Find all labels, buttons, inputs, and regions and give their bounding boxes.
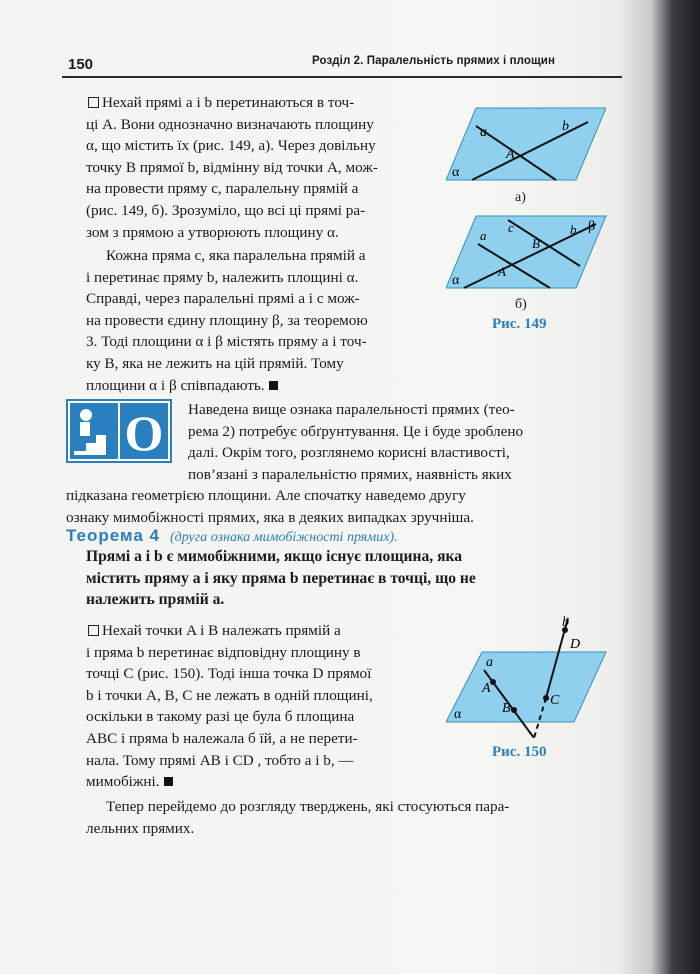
figure-149a	[446, 104, 606, 184]
text-line: Кожна пряма c, яка паралельна прямій a	[106, 247, 366, 264]
text-line: площини α і β співпадають.	[86, 376, 265, 394]
text-line: далі. Окрім того, розглянемо корисні властивості,	[188, 444, 510, 462]
theorem-note: (друга ознака мимобіжності прямих).	[169, 530, 398, 545]
point-C	[543, 695, 549, 701]
label-b: b	[570, 222, 577, 237]
proof-paragraph-2	[86, 245, 368, 396]
text-line: і пряма b перетинає відповідну площину в	[86, 643, 361, 661]
text-line: на провести пряму c, паралельну прямій a	[86, 180, 359, 198]
text-line: пов’язані з паралельністю прямих, наявність яких	[188, 465, 512, 483]
label-A: A	[498, 264, 506, 279]
text-line: оскільки в такому разі це була б площина	[86, 708, 355, 726]
plane-alpha	[446, 108, 606, 180]
note-paragraph	[188, 399, 523, 485]
text-line: Справді, через паралельні прямі a і c мож-	[86, 290, 360, 308]
label-D: D	[570, 637, 581, 652]
plane-alpha-beta	[446, 216, 606, 288]
text-line: Прямі a і b є мимобіжними, якщо існує площина, яка	[86, 548, 463, 565]
text-line: лельних прямих.	[86, 819, 195, 837]
label-alpha: α	[452, 165, 460, 180]
closing-paragraph	[86, 796, 509, 839]
text-line: Нехай прямі a і b перетинаються в точ-	[102, 94, 355, 111]
text-line: нала. Тому прямі AB і CD , тобто a і b, —	[86, 751, 354, 769]
text-line: зом з прямою a утворюють площину α.	[86, 223, 339, 241]
proof-end-icon	[269, 381, 278, 390]
text-line: α, що містить їх (рис. 149, а). Через довільну	[86, 137, 376, 155]
label-a: a	[480, 125, 487, 140]
label-b: b	[562, 119, 569, 134]
figure-149b	[446, 212, 614, 292]
text-line: мимобіжні.	[86, 773, 160, 791]
label-alpha: α	[452, 273, 460, 288]
text-line: ку B, яка не лежить на цій прямій. Тому	[86, 354, 344, 372]
label-B: B	[502, 701, 511, 716]
header-rule	[62, 76, 622, 78]
text-line: Тепер перейдемо до розгляду тверджень, які стосуються пара-	[106, 798, 510, 815]
point-B	[511, 707, 517, 713]
text-line: 3. Тоді площини α і β містять пряму a і точ-	[86, 333, 367, 351]
label-b: b	[562, 615, 569, 630]
text-line: на провести єдину площину β, за теоремою	[86, 311, 368, 329]
page-number: 150	[68, 56, 94, 73]
figure-149-caption: Рис. 149	[492, 316, 547, 332]
note-paragraph-continued	[66, 485, 474, 528]
point-A	[490, 679, 496, 685]
figure-149a-sub: а)	[515, 190, 526, 205]
proof-paragraph-3	[86, 620, 373, 793]
text-line: містить пряму a і яку пряма b перетинає в точці, що не	[86, 569, 476, 587]
text-line: (рис. 149, б). Зрозуміло, що всі ці прямі ра-	[86, 201, 366, 219]
text-line: Нехай точки A і B належать прямій a	[102, 622, 341, 639]
proof-paragraph-1	[88, 92, 378, 243]
chapter-title: Розділ 2. Паралельність прямих і площин	[312, 55, 556, 67]
figure-150	[446, 614, 611, 738]
label-A: A	[482, 681, 491, 696]
text-line: ці A. Вони однозначно визначають площину	[86, 115, 374, 133]
text-line: і перетинає пряму b, належить площині α.	[86, 268, 359, 286]
label-a: a	[486, 655, 493, 670]
label-a: a	[480, 228, 487, 243]
plane-alpha	[446, 652, 606, 722]
text-line: точці C (рис. 150). Тоді інша точка D прямої	[86, 665, 372, 683]
svg-text:O: O	[124, 405, 164, 461]
text-line: ABC і пряма b належала б їй, а не перети-	[86, 729, 358, 747]
label-beta: β	[588, 219, 596, 234]
figure-149b-sub: б)	[515, 297, 527, 312]
text-line: ознаку мимобіжності прямих, яка в деяких випадках зручніша.	[66, 508, 474, 526]
label-alpha: α	[454, 707, 462, 722]
justification-note-icon	[66, 399, 172, 463]
text-line: b і точки A, B, C не лежать в одній площині,	[86, 686, 373, 704]
proof-start-icon	[88, 97, 99, 108]
label-C: C	[550, 693, 560, 708]
label-B: B	[532, 236, 540, 251]
proof-start-icon	[88, 625, 99, 636]
text-line: точку B прямої b, відмінну від точки A, мож-	[86, 158, 378, 176]
proof-end-icon	[164, 777, 173, 786]
text-line: підказана геометрією площини. Але спочатку наведемо другу	[66, 487, 466, 504]
label-c: c	[508, 220, 514, 235]
label-A: A	[506, 147, 515, 162]
figure-150-caption: Рис. 150	[492, 744, 547, 760]
text-line: рема 2) потребує обґрунтування. Це і буде зроблено	[188, 422, 524, 440]
text-line: Наведена вище ознака паралельності прямих (тео-	[188, 401, 515, 418]
theorem-statement	[86, 546, 476, 611]
theorem-label: Теорема 4	[66, 526, 160, 545]
theorem-heading	[66, 526, 398, 546]
text-line: належить прямій a.	[86, 591, 225, 609]
